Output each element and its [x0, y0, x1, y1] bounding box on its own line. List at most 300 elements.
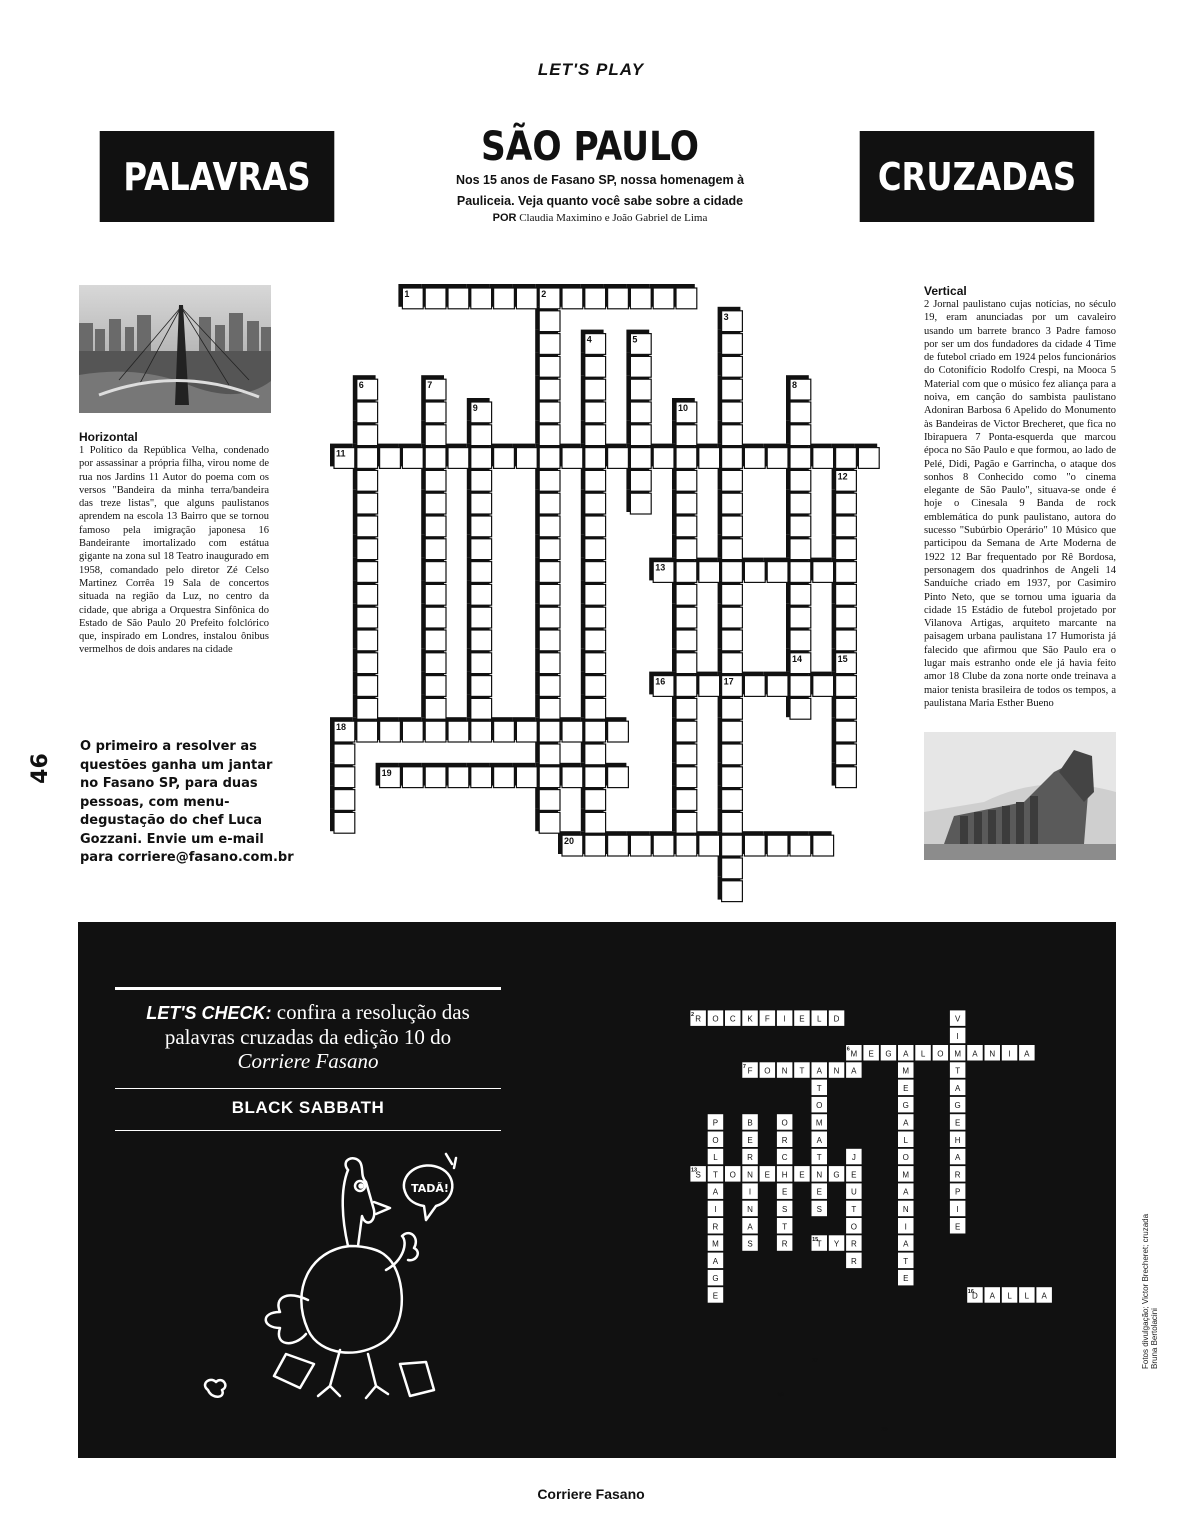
grid-cell[interactable] — [836, 698, 857, 719]
grid-cell[interactable] — [516, 288, 537, 309]
grid-cell[interactable] — [585, 288, 606, 309]
grid-cell[interactable] — [722, 630, 743, 651]
grid-cell[interactable] — [585, 721, 606, 742]
grid-cell[interactable] — [334, 767, 355, 788]
grid-cell[interactable] — [836, 562, 857, 583]
solution-letter: L — [1024, 1291, 1030, 1301]
grid-cell[interactable] — [722, 470, 743, 491]
grid-cell[interactable] — [630, 425, 651, 446]
grid-cell[interactable] — [836, 516, 857, 537]
grid-cell[interactable] — [722, 767, 743, 788]
grid-cell[interactable] — [836, 721, 857, 742]
grid-cell[interactable] — [813, 448, 834, 469]
grid-cell[interactable] — [722, 744, 743, 765]
clue-number: 14 — [792, 653, 803, 664]
grid-cell[interactable] — [676, 767, 697, 788]
grid-cell[interactable] — [722, 539, 743, 560]
grid-cell[interactable] — [471, 721, 492, 742]
grid-cell[interactable] — [630, 493, 651, 514]
grid-cell[interactable] — [357, 721, 378, 742]
grid-cell[interactable] — [722, 516, 743, 537]
grid-cell[interactable] — [494, 288, 515, 309]
grid-cell[interactable] — [334, 812, 355, 833]
solution-number: 19 — [881, 1427, 888, 1434]
grid-cell[interactable] — [722, 812, 743, 833]
grid-cell[interactable] — [562, 448, 583, 469]
solution-letter: A — [903, 1187, 909, 1197]
grid-cell[interactable] — [425, 516, 446, 537]
grid-cell[interactable] — [608, 835, 629, 856]
solution-letter: H — [781, 1170, 788, 1180]
grid-cell[interactable] — [790, 402, 811, 423]
grid-cell[interactable] — [790, 493, 811, 514]
grid-cell[interactable] — [357, 516, 378, 537]
solution-letter: A — [903, 1239, 909, 1249]
grid-cell[interactable] — [676, 562, 697, 583]
grid-cell[interactable] — [471, 630, 492, 651]
grid-cell[interactable] — [836, 676, 857, 697]
grid-cell[interactable] — [676, 425, 697, 446]
grid-cell[interactable] — [630, 379, 651, 400]
grid-cell[interactable] — [357, 698, 378, 719]
grid-cell[interactable] — [471, 698, 492, 719]
grid-cell[interactable] — [448, 767, 469, 788]
grid-cell[interactable] — [722, 379, 743, 400]
grid-cell[interactable] — [585, 539, 606, 560]
solution-letter: G — [885, 1049, 892, 1059]
grid-cell[interactable] — [471, 425, 492, 446]
grid-cell[interactable] — [425, 425, 446, 446]
grid-cell[interactable] — [471, 493, 492, 514]
solution-letter: O — [712, 1014, 719, 1024]
solution-letter: M — [712, 1239, 719, 1249]
grid-cell[interactable] — [402, 767, 423, 788]
grid-cell[interactable] — [722, 584, 743, 605]
grid-cell[interactable] — [790, 584, 811, 605]
solution-letter: B — [747, 1118, 753, 1128]
grid-cell[interactable] — [836, 539, 857, 560]
grid-cell[interactable] — [471, 516, 492, 537]
grid-cell[interactable] — [858, 448, 879, 469]
grid-cell[interactable] — [539, 812, 560, 833]
grid-cell[interactable] — [471, 539, 492, 560]
grid-cell[interactable] — [357, 539, 378, 560]
solution-letter: T — [955, 1066, 961, 1076]
grid-cell[interactable] — [539, 448, 560, 469]
grid-cell[interactable] — [676, 584, 697, 605]
grid-cell[interactable] — [425, 584, 446, 605]
grid-cell[interactable] — [676, 790, 697, 811]
vertical-clue-text: 2 Jornal paulistano cujas notícias, no século 19, eram anunciadas por um cavaleiro usando um barrete branco 3 Padre famoso por ser um dos fundadores da cidade 4 Time de futebol criado em 1924 pelos funcionários do Cotonifício Rodolfo Crespi, na Mooca 5 Material com que o músico fez aliança para a noiva, em canção do sambista paulistano Adoniran Barbosa 6 Apelido do Monumento às Bandeiras de Victor Brecheret, que fica no Ibirapuera 7 Ponta-esquerda que marcou época no São Paulo e que formou, ao lado de Pelé, Didi, Pagão e Garrincha, o ataque dos sonhos 8 Conhecido como "o cinema elegante de São Paulo", situava-se onde é hoje o Cinesala 9 Banda de rock emblemática do punk paulistano, autora do sucesso "Subúrbio Operário" 10 Músico que participou da Semana de Arte Moderna de 1922 12 Bar frequentado por Rê Bordosa, personagem dos quadrinhos de Angeli 14 Sanduíche criado em 1937, por Casimiro Pinto Neto, que se tornou uma iguaria da cidade 15 Estádio de futebol projetado por Vilanova Artigas, arquiteto marcante na paisagem urbana paulistana 17 Humorista já falecido que afirmou que São Paulo era o lugar mais estranho onde ele já havia feito amor 18 Clube da zona norte onde treinava a maior tenista brasileira de todos os tempos, a paulistana Maria Esther Bueno — [924, 299, 1116, 709]
grid-cell[interactable] — [516, 767, 537, 788]
grid-cell[interactable] — [630, 288, 651, 309]
grid-cell[interactable] — [790, 470, 811, 491]
grid-cell[interactable] — [744, 835, 765, 856]
grid-cell[interactable] — [653, 288, 674, 309]
grid-cell[interactable] — [630, 835, 651, 856]
grid-cell[interactable] — [767, 448, 788, 469]
grid-cell[interactable] — [790, 607, 811, 628]
solution-letter: G — [833, 1170, 840, 1180]
header-box-left: PALAVRAS — [100, 131, 335, 222]
grid-cell[interactable] — [357, 676, 378, 697]
solution-letter: H — [954, 1135, 961, 1145]
solution-letter: R — [781, 1135, 788, 1145]
grid-cell[interactable] — [425, 402, 446, 423]
grid-cell[interactable] — [539, 562, 560, 583]
grid-cell[interactable] — [448, 721, 469, 742]
grid-cell[interactable] — [425, 288, 446, 309]
solution-letter: E — [764, 1170, 771, 1180]
grid-cell[interactable] — [585, 516, 606, 537]
grid-cell[interactable] — [539, 698, 560, 719]
grid-cell[interactable] — [722, 402, 743, 423]
clue-number: 1 — [404, 289, 410, 299]
grid-cell[interactable] — [722, 721, 743, 742]
grid-cell[interactable] — [425, 539, 446, 560]
clue-number: 16 — [655, 676, 666, 687]
grid-cell[interactable] — [608, 288, 629, 309]
grid-cell[interactable] — [585, 812, 606, 833]
grid-cell[interactable] — [722, 881, 743, 902]
photo-credit: Fotos divulgação; Victor Brecheret; cruzada Bruna Bertolacini — [1141, 1213, 1159, 1369]
magazine-footer: Corriere Fasano — [537, 1486, 645, 1502]
solution-letter: E — [954, 1222, 961, 1232]
solution-letter: A — [712, 1187, 719, 1197]
solution-letter: O — [781, 1118, 788, 1128]
grid-cell[interactable] — [722, 356, 743, 377]
grid-cell[interactable] — [767, 676, 788, 697]
grid-cell[interactable] — [699, 835, 720, 856]
solution-letter: A — [747, 1222, 753, 1232]
grid-cell[interactable] — [790, 539, 811, 560]
grid-cell[interactable] — [471, 584, 492, 605]
solution-letter: T — [782, 1222, 788, 1232]
check-lead: LET'S CHECK: — [146, 1003, 272, 1023]
solution-letter: F — [747, 1066, 753, 1076]
solution-letter: N — [816, 1170, 823, 1180]
grid-cell[interactable] — [425, 470, 446, 491]
grid-cell[interactable] — [494, 767, 515, 788]
grid-cell[interactable] — [585, 767, 606, 788]
grid-cell[interactable] — [425, 767, 446, 788]
grid-cell[interactable] — [630, 356, 651, 377]
grid-cell[interactable] — [539, 470, 560, 491]
solution-letter: K — [747, 1014, 753, 1024]
grid-cell[interactable] — [357, 493, 378, 514]
solution-number: 15 — [812, 1236, 819, 1243]
grid-cell[interactable] — [357, 448, 378, 469]
grid-cell[interactable] — [539, 334, 560, 355]
solution-letter: L — [1007, 1291, 1012, 1301]
grid-cell[interactable] — [676, 698, 697, 719]
grid-cell[interactable] — [585, 425, 606, 446]
grid-cell[interactable] — [767, 562, 788, 583]
grid-cell[interactable] — [425, 607, 446, 628]
grid-cell[interactable] — [722, 698, 743, 719]
grid-cell[interactable] — [585, 379, 606, 400]
solution-letter: S — [695, 1170, 701, 1180]
grid-cell[interactable] — [539, 607, 560, 628]
clue-number: 9 — [472, 403, 478, 413]
grid-cell[interactable] — [836, 767, 857, 788]
grid-cell[interactable] — [585, 562, 606, 583]
grid-cell[interactable] — [790, 448, 811, 469]
grid-cell[interactable] — [402, 721, 423, 742]
grid-cell[interactable] — [722, 334, 743, 355]
grid-cell[interactable] — [471, 562, 492, 583]
grid-cell[interactable] — [722, 858, 743, 879]
grid-cell[interactable] — [722, 448, 743, 469]
grid-cell[interactable] — [790, 698, 811, 719]
byline-names: Claudia Maximino e João Gabriel de Lima — [519, 212, 708, 224]
grid-cell[interactable] — [585, 676, 606, 697]
solution-number: 13 — [691, 1167, 698, 1174]
grid-cell[interactable] — [585, 630, 606, 651]
solution-letter: T — [816, 1153, 822, 1163]
grid-cell[interactable] — [653, 835, 674, 856]
grid-cell[interactable] — [539, 425, 560, 446]
horizontal-clue-text: 1 Político da República Velha, condenado por assassinar a própria filha, virou nome de rua nos Jardins 11 Autor do poema com os versos "Bandeira da minha terra/bandeira das treze listas", que alguns paulistanos aprendem na escola 13 Bairro que se tornou famoso pela imigração japonesa 16 Bandeirante imortalizado com estátua gigante na zona sul 18 Teatro inaugurado em 1958, comandado pelo diretor Zé Celso Martinez Corrêa 19 Sala de concertos situada na região da Luz, no centro da cidade, que abriga a Orquestra Sinfônica do Estado de São Paulo 20 Prefeito folclórico que, inspirado em Londres, instalou ônibus vermelhos de dois andares na cidade — [79, 445, 269, 656]
header-box-right: CRUZADAS — [860, 131, 1095, 222]
check-line-2: palavras cruzadas da edição 10 do — [164, 1025, 452, 1049]
grid-cell[interactable] — [744, 448, 765, 469]
grid-cell[interactable] — [676, 607, 697, 628]
grid-cell[interactable] — [676, 653, 697, 674]
solution-letter: T — [903, 1256, 909, 1266]
grid-cell[interactable] — [471, 470, 492, 491]
grid-cell[interactable] — [676, 288, 697, 309]
grid-cell[interactable] — [357, 562, 378, 583]
grid-cell[interactable] — [790, 562, 811, 583]
grid-cell[interactable] — [539, 379, 560, 400]
grid-cell[interactable] — [425, 630, 446, 651]
clue-number: 7 — [427, 380, 433, 391]
grid-cell[interactable] — [585, 698, 606, 719]
clue-number: 5 — [632, 334, 638, 345]
grid-cell[interactable] — [539, 584, 560, 605]
grid-cell[interactable] — [539, 721, 560, 742]
grid-cell[interactable] — [836, 607, 857, 628]
grid-cell[interactable] — [357, 607, 378, 628]
grid-cell[interactable] — [380, 448, 401, 469]
grid-cell[interactable] — [471, 288, 492, 309]
grid-cell[interactable] — [585, 653, 606, 674]
grid-cell[interactable] — [425, 721, 446, 742]
grid-cell[interactable] — [585, 607, 606, 628]
grid-cell[interactable] — [630, 470, 651, 491]
top-rule — [115, 987, 501, 990]
page-number: 46 — [27, 753, 53, 784]
grid-cell[interactable] — [539, 744, 560, 765]
grid-cell[interactable] — [608, 767, 629, 788]
solution-letter: I — [1008, 1049, 1011, 1059]
grid-cell[interactable] — [585, 402, 606, 423]
grid-cell[interactable] — [585, 356, 606, 377]
grid-cell[interactable] — [562, 767, 583, 788]
grid-cell[interactable] — [334, 744, 355, 765]
grid-cell[interactable] — [722, 835, 743, 856]
grid-cell[interactable] — [836, 630, 857, 651]
grid-cell[interactable] — [722, 790, 743, 811]
grid-cell[interactable] — [790, 835, 811, 856]
grid-cell[interactable] — [813, 562, 834, 583]
grid-cell[interactable] — [585, 790, 606, 811]
grid-cell[interactable] — [539, 653, 560, 674]
grid-cell[interactable] — [357, 584, 378, 605]
grid-cell[interactable] — [425, 448, 446, 469]
grid-cell[interactable] — [585, 835, 606, 856]
clue-number: 3 — [723, 311, 729, 322]
grid-cell[interactable] — [676, 721, 697, 742]
grid-cell[interactable] — [516, 721, 537, 742]
solution-letter: N — [833, 1066, 840, 1076]
grid-cell[interactable] — [539, 767, 560, 788]
clue-number: 8 — [792, 380, 798, 391]
grid-cell[interactable] — [471, 653, 492, 674]
grid-cell[interactable] — [744, 676, 765, 697]
answer-band: BLACK SABBATH — [231, 1098, 385, 1117]
clue-number: 19 — [381, 767, 392, 778]
grid-cell[interactable] — [722, 562, 743, 583]
grid-cell[interactable] — [676, 539, 697, 560]
grid-cell[interactable] — [539, 539, 560, 560]
grid-cell[interactable] — [790, 630, 811, 651]
grid-cell[interactable] — [699, 676, 720, 697]
grid-cell[interactable] — [539, 402, 560, 423]
grid-cell[interactable] — [494, 721, 515, 742]
grid-cell[interactable] — [699, 448, 720, 469]
solution-letter: Y — [833, 1239, 840, 1249]
solution-letter: M — [850, 1049, 858, 1059]
solution-letter: E — [851, 1170, 857, 1180]
grid-cell[interactable] — [471, 767, 492, 788]
grid-cell[interactable] — [722, 425, 743, 446]
solution-letter: E — [799, 1170, 805, 1180]
grid-cell[interactable] — [676, 835, 697, 856]
solution-letter: I — [956, 1031, 959, 1041]
grid-cell[interactable] — [539, 493, 560, 514]
page-title: SÃO PAULO — [480, 124, 700, 170]
grid-cell[interactable] — [562, 288, 583, 309]
grid-cell[interactable] — [357, 402, 378, 423]
grid-cell[interactable] — [448, 288, 469, 309]
grid-cell[interactable] — [722, 493, 743, 514]
grid-cell[interactable] — [790, 516, 811, 537]
grid-cell[interactable] — [836, 744, 857, 765]
grid-cell[interactable] — [585, 493, 606, 514]
grid-cell[interactable] — [539, 790, 560, 811]
grid-cell[interactable] — [836, 493, 857, 514]
grid-cell[interactable] — [425, 493, 446, 514]
grid-cell[interactable] — [539, 356, 560, 377]
grid-cell[interactable] — [585, 744, 606, 765]
grid-cell[interactable] — [357, 425, 378, 446]
grid-cell[interactable] — [585, 470, 606, 491]
grid-cell[interactable] — [630, 402, 651, 423]
grid-cell[interactable] — [471, 607, 492, 628]
grid-cell[interactable] — [425, 653, 446, 674]
grid-cell[interactable] — [539, 516, 560, 537]
grid-cell[interactable] — [585, 584, 606, 605]
solution-letter: I — [714, 1204, 717, 1214]
solution-letter: E — [903, 1083, 909, 1093]
grid-cell[interactable] — [380, 721, 401, 742]
grid-cell[interactable] — [767, 835, 788, 856]
grid-cell[interactable] — [585, 448, 606, 469]
solution-letter: T — [816, 1083, 822, 1093]
grid-cell[interactable] — [722, 653, 743, 674]
grid-cell[interactable] — [813, 835, 834, 856]
grid-cell[interactable] — [357, 470, 378, 491]
grid-cell[interactable] — [630, 448, 651, 469]
grid-cell[interactable] — [471, 676, 492, 697]
solution-letter: I — [904, 1222, 907, 1232]
grid-cell[interactable] — [494, 448, 515, 469]
grid-cell[interactable] — [676, 630, 697, 651]
grid-cell[interactable] — [699, 562, 720, 583]
grid-cell[interactable] — [676, 493, 697, 514]
grid-cell[interactable] — [676, 812, 697, 833]
grid-cell[interactable] — [676, 470, 697, 491]
grid-cell[interactable] — [790, 425, 811, 446]
grid-cell[interactable] — [836, 584, 857, 605]
grid-cell[interactable] — [357, 653, 378, 674]
check-heading — [115, 1000, 501, 1073]
grid-cell[interactable] — [471, 448, 492, 469]
grid-cell[interactable] — [676, 448, 697, 469]
grid-cell[interactable] — [836, 448, 857, 469]
grid-cell[interactable] — [539, 311, 560, 332]
grid-cell[interactable] — [425, 676, 446, 697]
grid-cell[interactable] — [334, 790, 355, 811]
grid-cell[interactable] — [539, 676, 560, 697]
solution-number: 16 — [967, 1288, 974, 1295]
grid-cell[interactable] — [425, 698, 446, 719]
grid-cell[interactable] — [516, 448, 537, 469]
grid-cell[interactable] — [653, 448, 674, 469]
grid-cell[interactable] — [357, 630, 378, 651]
solution-letter: E — [903, 1274, 909, 1284]
grid-cell[interactable] — [448, 448, 469, 469]
clue-number: 11 — [336, 448, 346, 459]
grid-cell[interactable] — [676, 744, 697, 765]
clue-number: 13 — [655, 562, 666, 573]
grid-cell[interactable] — [539, 630, 560, 651]
solution-letter: E — [781, 1187, 788, 1197]
solution-letter: G — [712, 1274, 719, 1284]
grid-cell[interactable] — [608, 721, 629, 742]
grid-cell[interactable] — [744, 562, 765, 583]
grid-cell[interactable] — [402, 448, 423, 469]
grid-cell[interactable] — [676, 676, 697, 697]
grid-cell[interactable] — [813, 676, 834, 697]
solution-letter: N — [989, 1049, 996, 1059]
solution-letter: C — [729, 1014, 736, 1024]
grid-cell[interactable] — [676, 516, 697, 537]
grid-cell[interactable] — [608, 448, 629, 469]
solution-letter: T — [851, 1204, 857, 1214]
grid-cell[interactable] — [562, 721, 583, 742]
subtitle — [420, 170, 780, 212]
grid-cell[interactable] — [425, 562, 446, 583]
solution-letter: L — [920, 1049, 926, 1059]
horizontal-heading: Horizontal — [79, 430, 138, 444]
grid-cell[interactable] — [722, 607, 743, 628]
grid-cell[interactable] — [790, 676, 811, 697]
solution-letter: P — [712, 1118, 719, 1128]
solution-letter: M — [902, 1066, 910, 1076]
